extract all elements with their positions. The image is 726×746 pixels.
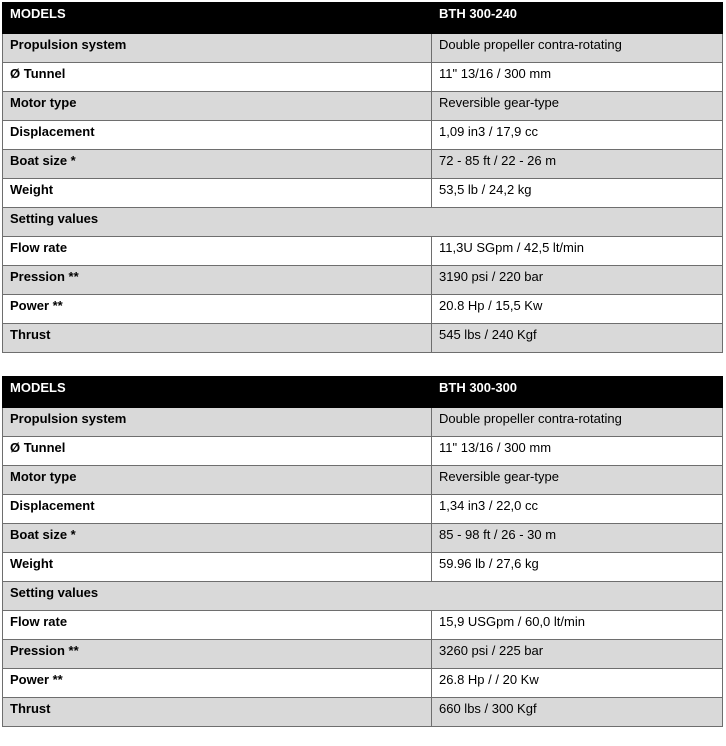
table-row bbox=[3, 63, 723, 92]
row-label: Ø Tunnel bbox=[3, 437, 432, 466]
row-label: Pression ** bbox=[3, 640, 432, 669]
row-value: Double propeller contra-rotating bbox=[432, 34, 723, 63]
table-section-row bbox=[3, 582, 723, 611]
row-value: 53,5 lb / 24,2 kg bbox=[432, 179, 723, 208]
row-value: 11" 13/16 / 300 mm bbox=[432, 437, 723, 466]
row-value: 3260 psi / 225 bar bbox=[432, 640, 723, 669]
row-value: 26.8 Hp / / 20 Kw bbox=[432, 669, 723, 698]
model-name: BTH 300-240 bbox=[432, 3, 723, 34]
table-row bbox=[3, 495, 723, 524]
row-label: Ø Tunnel bbox=[3, 63, 432, 92]
row-value: 59.96 lb / 27,6 kg bbox=[432, 553, 723, 582]
table-row bbox=[3, 611, 723, 640]
row-value: 1,09 in3 / 17,9 cc bbox=[432, 121, 723, 150]
row-label: Boat size * bbox=[3, 150, 432, 179]
section-label: Setting values bbox=[3, 582, 723, 611]
model-name: BTH 300-300 bbox=[432, 377, 723, 408]
row-label: Thrust bbox=[3, 698, 432, 727]
row-label: Weight bbox=[3, 179, 432, 208]
row-value: 85 - 98 ft / 26 - 30 m bbox=[432, 524, 723, 553]
row-label: Power ** bbox=[3, 295, 432, 324]
table-row bbox=[3, 92, 723, 121]
row-value: 1,34 in3 / 22,0 cc bbox=[432, 495, 723, 524]
row-label: Weight bbox=[3, 553, 432, 582]
table-row bbox=[3, 524, 723, 553]
table-row bbox=[3, 698, 723, 727]
table-row bbox=[3, 408, 723, 437]
row-label: Thrust bbox=[3, 324, 432, 353]
table-row bbox=[3, 553, 723, 582]
row-value: 15,9 USGpm / 60,0 lt/min bbox=[432, 611, 723, 640]
row-value: Double propeller contra-rotating bbox=[432, 408, 723, 437]
row-value: 20.8 Hp / 15,5 Kw bbox=[432, 295, 723, 324]
table-row bbox=[3, 324, 723, 353]
spec-table-bth-300-300 bbox=[2, 376, 723, 727]
table-header-row bbox=[3, 377, 723, 408]
table-row bbox=[3, 237, 723, 266]
row-label: Propulsion system bbox=[3, 34, 432, 63]
row-value: 545 lbs / 240 Kgf bbox=[432, 324, 723, 353]
row-value: 11,3U SGpm / 42,5 lt/min bbox=[432, 237, 723, 266]
section-label: Setting values bbox=[3, 208, 723, 237]
models-label: MODELS bbox=[3, 3, 432, 34]
row-label: Motor type bbox=[3, 92, 432, 121]
table-row bbox=[3, 34, 723, 63]
table-row bbox=[3, 121, 723, 150]
table-row bbox=[3, 266, 723, 295]
row-label: Flow rate bbox=[3, 611, 432, 640]
models-label: MODELS bbox=[3, 377, 432, 408]
table-row bbox=[3, 295, 723, 324]
row-label: Motor type bbox=[3, 466, 432, 495]
table-section-row bbox=[3, 208, 723, 237]
table-row bbox=[3, 640, 723, 669]
row-label: Power ** bbox=[3, 669, 432, 698]
spec-table-bth-300-240 bbox=[2, 2, 723, 353]
table-row bbox=[3, 669, 723, 698]
table-row bbox=[3, 466, 723, 495]
row-label: Propulsion system bbox=[3, 408, 432, 437]
table-row bbox=[3, 437, 723, 466]
table-header-row bbox=[3, 3, 723, 34]
row-label: Displacement bbox=[3, 495, 432, 524]
table-row bbox=[3, 179, 723, 208]
row-label: Boat size * bbox=[3, 524, 432, 553]
row-value: 3190 psi / 220 bar bbox=[432, 266, 723, 295]
row-label: Displacement bbox=[3, 121, 432, 150]
row-label: Pression ** bbox=[3, 266, 432, 295]
row-value: Reversible gear-type bbox=[432, 92, 723, 121]
row-value: Reversible gear-type bbox=[432, 466, 723, 495]
row-value: 11" 13/16 / 300 mm bbox=[432, 63, 723, 92]
row-label: Flow rate bbox=[3, 237, 432, 266]
table-row bbox=[3, 150, 723, 179]
row-value: 660 lbs / 300 Kgf bbox=[432, 698, 723, 727]
row-value: 72 - 85 ft / 22 - 26 m bbox=[432, 150, 723, 179]
